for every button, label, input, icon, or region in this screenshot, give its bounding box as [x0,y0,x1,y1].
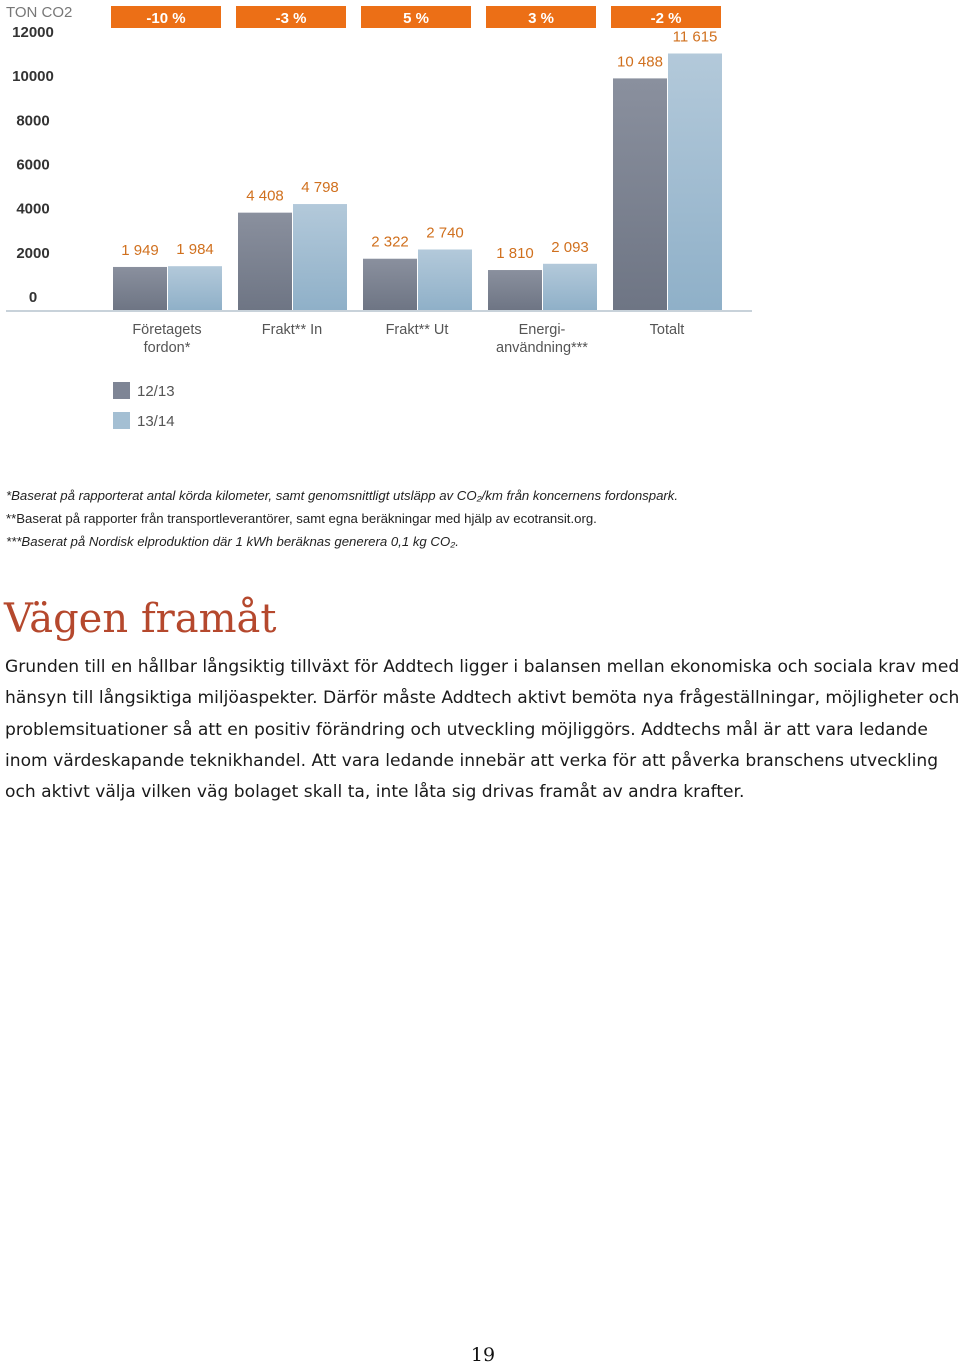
section-title: Vägen framåt [4,596,277,642]
section-body: Grunden till en hållbar långsiktig tillväxt för Addtech ligger i balansen mellan ekonomiska och sociala krav med hänsyn till långsiktiga miljöaspekter. Därför måste Addtech aktivt bemöta nya frågeställningar, möjligheter och problemsituationer så att en positiv förändring och utveckling möjliggörs. Addtechs mål är att vara ledande inom värdeskapande teknikhandel. Att vara ledande innebär att verka för att påverka branschens utveckling och aktivt välja vilken väg bolaget skall ta, inte låta sig drivas framåt av andra krafter. [5,657,960,803]
bar-13-14 [293,204,347,310]
change-label: 5 % [403,10,429,27]
legend-label: 13/14 [137,413,175,430]
category-label: användning*** [496,340,588,356]
y-tick-label: 0 [28,289,38,306]
legend-label: 12/13 [137,383,175,400]
footnotes [6,484,946,553]
value-label: 2 740 [426,224,464,242]
page-number: 19 [470,1344,496,1366]
category-label: Företagets [132,322,202,338]
y-tick-label: 12000 [12,24,54,41]
footnote-vehicles: *Baserat på rapporterat antal körda kilometer, samt genomsnittligt utsläpp av CO₂/km från koncernens fordonspark. [6,488,679,503]
category-label: Frakt** In [261,322,323,338]
change-label: -10 % [146,10,186,27]
bar-12-13 [488,270,542,310]
footnote-freight: **Baserat på rapporter från transportleverantörer, samt egna beräkningar med hjälp av ecotransit.org. [6,511,597,526]
y-tick-label: 8000 [16,112,50,130]
bar-12-13 [613,78,667,310]
bar-12-13 [238,213,292,310]
bar-13-14 [418,249,472,310]
category-label: Frakt** Ut [385,322,449,338]
y-tick-label: 10000 [12,68,54,86]
change-label: -3 % [275,10,307,27]
y-tick-label: 4000 [16,200,50,218]
value-label: 4 408 [246,187,284,205]
bar-12-13 [363,259,417,310]
emissions-bar-chart [0,0,760,440]
value-label: 1 949 [121,241,159,259]
bar-12-13 [113,267,167,310]
bar-13-14 [543,264,597,310]
legend-swatch [113,382,130,399]
category-label: fordon* [143,340,191,356]
bar-13-14 [668,54,722,310]
value-label: 4 798 [301,179,339,197]
value-label: 11 615 [672,28,718,46]
value-label: 2 322 [371,233,409,251]
change-label: -2 % [650,10,682,27]
footnote-energy: ***Baserat på Nordisk elproduktion där 1 kWh beräknas generera 0,1 kg CO₂. [6,534,459,549]
category-label: Energi- [518,322,566,338]
bar-13-14 [168,266,222,310]
change-label: 3 % [528,10,554,27]
value-label: 1 984 [176,241,214,259]
y-tick-label: 6000 [16,156,50,174]
y-tick-label: 2000 [16,244,50,262]
value-label: 2 093 [551,238,589,256]
value-label: 1 810 [496,245,534,263]
legend-swatch [113,412,130,429]
value-label: 10 488 [617,53,663,71]
y-axis-title: TON CO2 [6,4,73,21]
category-label: Totalt [649,322,685,338]
